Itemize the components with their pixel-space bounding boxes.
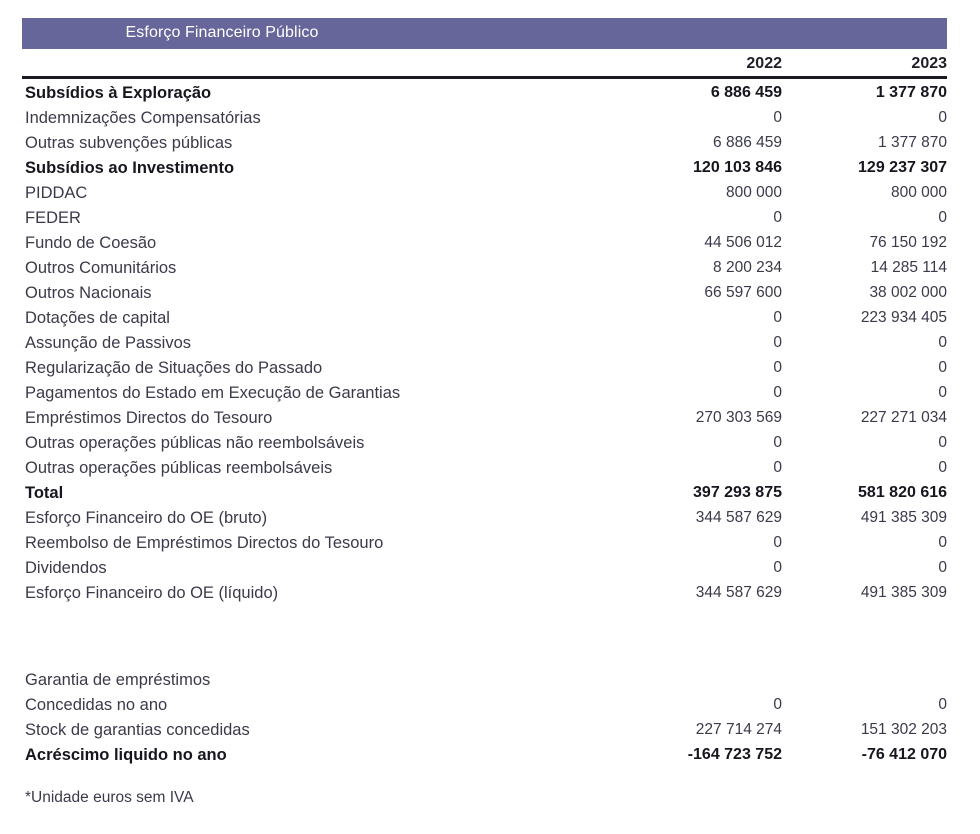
cell-2023: 0 bbox=[938, 384, 948, 401]
row-label: Outras operações públicas reembolsáveis bbox=[25, 459, 333, 477]
column-header-2022: 2022 bbox=[746, 55, 782, 72]
cell-2023: 38 002 000 bbox=[869, 284, 948, 301]
cell-2023: 491 385 309 bbox=[860, 584, 948, 601]
guarantees-heading-blank-2023 bbox=[782, 666, 947, 691]
guarantees-heading-row bbox=[22, 666, 947, 691]
cell-2022: -164 723 752 bbox=[687, 746, 782, 763]
table-row bbox=[22, 691, 947, 716]
row-label: Outros Comunitários bbox=[25, 259, 177, 277]
cell-2022: 0 bbox=[773, 359, 782, 376]
page-title: Esforço Financeiro Público bbox=[125, 24, 319, 41]
cell-2022: 800 000 bbox=[725, 184, 782, 201]
cell-2022: 0 bbox=[773, 696, 782, 713]
table-row bbox=[22, 716, 947, 741]
cell-2022: 0 bbox=[773, 209, 782, 226]
cell-2023: 0 bbox=[938, 534, 948, 551]
cell-2023: 0 bbox=[938, 334, 948, 351]
cell-2022: 66 597 600 bbox=[704, 284, 782, 301]
table-row bbox=[22, 229, 947, 254]
row-label: FEDER bbox=[25, 209, 81, 227]
cell-2022: 344 587 629 bbox=[695, 584, 782, 601]
guarantee-row-label: Stock de garantias concedidas bbox=[25, 721, 250, 739]
table-row bbox=[22, 454, 947, 479]
cell-2022: 6 886 459 bbox=[710, 84, 782, 101]
footnote: *Unidade euros sem IVA bbox=[25, 789, 194, 806]
table-body bbox=[22, 79, 947, 766]
table-row bbox=[22, 479, 947, 504]
row-label: Pagamentos do Estado em Execução de Garantias bbox=[25, 384, 401, 402]
table-row bbox=[22, 404, 947, 429]
cell-2023: 0 bbox=[938, 459, 948, 476]
spacer-cell bbox=[22, 604, 947, 666]
row-label: Assunção de Passivos bbox=[25, 334, 192, 352]
row-label: PIDDAC bbox=[25, 184, 88, 202]
table-row bbox=[22, 504, 947, 529]
guarantee-row-label: Concedidas no ano bbox=[25, 696, 168, 714]
cell-2022: 0 bbox=[773, 434, 782, 451]
cell-2023: 0 bbox=[938, 434, 948, 451]
cell-2022: 0 bbox=[773, 459, 782, 476]
cell-2022: 0 bbox=[773, 309, 782, 326]
cell-2023: 800 000 bbox=[890, 184, 948, 201]
table-row bbox=[22, 554, 947, 579]
cell-2023: 581 820 616 bbox=[858, 484, 948, 501]
table-title-cell bbox=[22, 18, 947, 49]
cell-2023: 0 bbox=[938, 109, 948, 126]
cell-2023: 227 271 034 bbox=[860, 409, 948, 426]
table-row bbox=[22, 129, 947, 154]
row-label: Esforço Financeiro do OE (líquido) bbox=[25, 584, 279, 602]
financial-table bbox=[22, 18, 947, 766]
section-gap bbox=[22, 604, 947, 666]
row-label: Dotações de capital bbox=[25, 309, 170, 327]
row-label: Fundo de Coesão bbox=[25, 234, 157, 252]
table-row bbox=[22, 429, 947, 454]
cell-2023: 0 bbox=[938, 359, 948, 376]
cell-2023: 0 bbox=[938, 696, 948, 713]
table-row bbox=[22, 254, 947, 279]
row-label: Outras operações públicas não reembolsáveis bbox=[25, 434, 365, 452]
table-row bbox=[22, 579, 947, 604]
cell-2022: 0 bbox=[773, 534, 782, 551]
table-row bbox=[22, 79, 947, 104]
row-label: Outras subvenções públicas bbox=[25, 134, 233, 152]
guarantees-heading: Garantia de empréstimos bbox=[25, 671, 211, 689]
row-label: Regularização de Situações do Passado bbox=[25, 359, 323, 377]
table-row bbox=[22, 179, 947, 204]
cell-2022: 0 bbox=[773, 559, 782, 576]
cell-2022: 0 bbox=[773, 334, 782, 351]
row-label: Subsídios à Exploração bbox=[25, 84, 212, 102]
cell-2022: 0 bbox=[773, 109, 782, 126]
table-row bbox=[22, 379, 947, 404]
table-row bbox=[22, 104, 947, 129]
row-label: Esforço Financeiro do OE (bruto) bbox=[25, 509, 268, 527]
cell-2023: 491 385 309 bbox=[860, 509, 948, 526]
table-title-band bbox=[22, 18, 947, 49]
table-row bbox=[22, 354, 947, 379]
row-label: Indemnizações Compensatórias bbox=[25, 109, 261, 127]
row-label: Reembolso de Empréstimos Directos do Tesouro bbox=[25, 534, 384, 552]
cell-2022: 397 293 875 bbox=[693, 484, 782, 501]
cell-2022: 270 303 569 bbox=[695, 409, 782, 426]
table-row bbox=[22, 741, 947, 766]
column-header-2023: 2023 bbox=[911, 55, 948, 72]
row-label: Dividendos bbox=[25, 559, 107, 577]
cell-2022: 0 bbox=[773, 384, 782, 401]
column-header-label bbox=[22, 49, 617, 76]
cell-2022: 344 587 629 bbox=[695, 509, 782, 526]
table-row bbox=[22, 329, 947, 354]
cell-2023: 129 237 307 bbox=[858, 159, 948, 176]
cell-2023: 0 bbox=[938, 559, 948, 576]
table-row bbox=[22, 304, 947, 329]
guarantees-heading-blank-2022 bbox=[617, 666, 782, 691]
table-row bbox=[22, 279, 947, 304]
table-header bbox=[22, 18, 947, 79]
cell-2023: 223 934 405 bbox=[860, 309, 948, 326]
cell-2022: 44 506 012 bbox=[704, 234, 782, 251]
cell-2022: 8 200 234 bbox=[713, 259, 782, 276]
cell-2022: 227 714 274 bbox=[695, 721, 782, 738]
table-row bbox=[22, 154, 947, 179]
cell-2023: 14 285 114 bbox=[870, 259, 948, 276]
row-label: Total bbox=[25, 484, 64, 502]
guarantee-row-label: Acréscimo liquido no ano bbox=[25, 746, 227, 764]
cell-2023: 151 302 203 bbox=[860, 721, 948, 738]
cell-2022: 120 103 846 bbox=[693, 159, 782, 176]
cell-2023: 76 150 192 bbox=[869, 234, 948, 251]
row-label: Outros Nacionais bbox=[25, 284, 152, 302]
cell-2023: -76 412 070 bbox=[861, 746, 948, 763]
row-label: Subsídios ao Investimento bbox=[25, 159, 235, 177]
cell-2023: 1 377 870 bbox=[878, 134, 948, 151]
table-row bbox=[22, 529, 947, 554]
cell-2022: 6 886 459 bbox=[713, 134, 782, 151]
column-header-row bbox=[22, 49, 947, 76]
cell-2023: 1 377 870 bbox=[875, 84, 948, 101]
row-label: Empréstimos Directos do Tesouro bbox=[25, 409, 273, 427]
cell-2023: 0 bbox=[938, 209, 948, 226]
table-row bbox=[22, 204, 947, 229]
